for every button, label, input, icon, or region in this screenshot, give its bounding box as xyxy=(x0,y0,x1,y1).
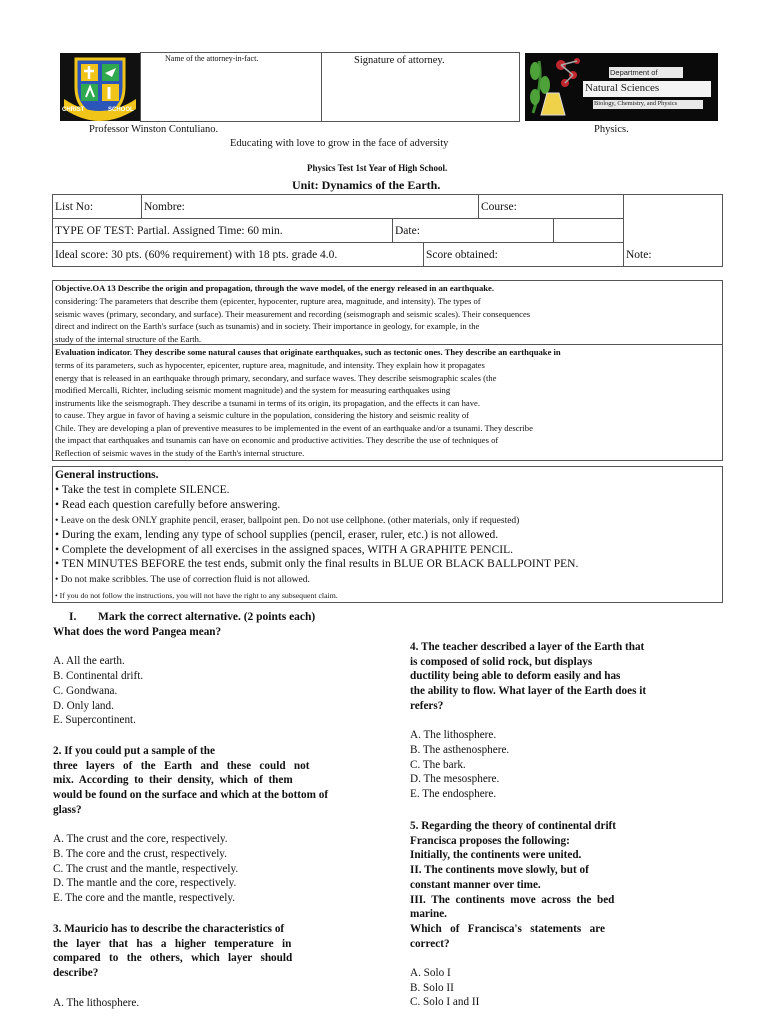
answer-option[interactable]: E. The core and the mantle, respectively. xyxy=(53,892,236,905)
answer-option[interactable]: B. The core and the crust, respectively. xyxy=(53,847,227,860)
question-text: marine. xyxy=(410,908,447,921)
question-text: the layer that has a higher temperature in xyxy=(53,937,292,950)
instruction-item: • Take the test in complete SILENCE. xyxy=(55,484,230,496)
question-text: correct? xyxy=(410,937,450,950)
answer-option[interactable]: D. The mesosphere. xyxy=(410,773,500,786)
answer-option[interactable]: E. Supercontinent. xyxy=(53,714,136,727)
instructions-title: General instructions. xyxy=(55,469,159,481)
instruction-item: • During the exam, lending any type of school supplies (pencil, eraser, ruler, etc.) is not allowed. xyxy=(55,529,499,541)
answer-option[interactable]: A. The lithosphere. xyxy=(410,729,497,742)
answer-option[interactable]: C. Gondwana. xyxy=(53,684,118,697)
list-no-cell[interactable]: List No: xyxy=(52,194,142,219)
question-text: would be found on the surface and which at the bottom of xyxy=(53,789,329,802)
signature-label: Signature of attorney. xyxy=(354,55,445,66)
answer-option[interactable]: B. Continental drift. xyxy=(53,670,144,683)
ideal-score-cell: Ideal score: 30 pts. (60% requirement) with 18 pts. grade 4.0. xyxy=(52,242,424,267)
objective-line: direct and indirect on the Earth's surface (such as tsunamis) and in society. Their importance in geology, for example, in the xyxy=(55,321,480,331)
note-cell[interactable]: Note: xyxy=(623,194,723,267)
logo-text-left: CHRIST xyxy=(62,107,85,113)
instruction-item: • If you do not follow the instructions, you will not have the right to any subsequent claim. xyxy=(55,591,338,600)
objective-line: seismic waves (primary, secondary, and surface). Their measurement and recording (seismograph and seismic scales). Their consequences xyxy=(55,309,531,319)
answer-option[interactable]: B. Solo II xyxy=(410,981,454,994)
answer-option[interactable]: A. All the earth. xyxy=(53,655,125,668)
question-text: 2. If you could put a sample of the xyxy=(53,745,215,757)
instruction-item: • Leave on the desk ONLY graphite pencil, eraser, ballpoint pen. Do not use cellphone. (other materials, only if requested) xyxy=(55,516,520,526)
answer-option[interactable]: A. The crust and the core, respectively. xyxy=(53,833,228,846)
professor-name: Professor Winston Contuliano. xyxy=(89,124,219,135)
instruction-item: • Read each question carefully before answering. xyxy=(55,499,281,511)
score-obtained-cell[interactable]: Score obtained: xyxy=(423,242,624,267)
evaluation-line: the impact that earthquakes and tsunamis can have on economic and productive activities. They describe the use of techniques of xyxy=(55,435,499,445)
section-number: I. xyxy=(69,611,77,623)
question-text: glass? xyxy=(53,803,82,816)
attorney-name-box xyxy=(140,52,322,122)
dept-line1: Department of xyxy=(610,68,658,77)
question-text: 4. The teacher described a layer of the Earth that xyxy=(410,641,645,653)
instruction-item: • Complete the development of all exercises in the assigned spaces, WITH A GRAPHITE PENCIL. xyxy=(55,544,513,556)
instruction-item: • TEN MINUTES BEFORE the test ends, submit only the final results in BLUE OR BLACK BALLPOINT PEN. xyxy=(55,558,579,570)
answer-option[interactable]: D. Only land. xyxy=(53,699,114,712)
evaluation-line: instruments like the seismograph. They describe a tsunami in terms of its origin, its propagation, and the effects it can have. xyxy=(55,398,480,408)
question-text: ductility being able to deform easily and has xyxy=(410,670,621,683)
question-5 xyxy=(410,819,616,1010)
test-title: Physics Test 1st Year of High School. xyxy=(307,163,448,173)
department-banner xyxy=(525,53,718,121)
evaluation-line: Chile. They are developing a plan of preventive measures to be implemented in the event of an earthquake and/or a tsunami. They describe xyxy=(55,423,533,433)
answer-option[interactable]: B. The asthenosphere. xyxy=(410,743,510,756)
question-text: constant manner over time. xyxy=(410,878,541,891)
attorney-name-label: Name of the attorney-in-fact. xyxy=(165,54,259,63)
question-text: describe? xyxy=(53,967,99,980)
objective-line: study of the internal structure of the Earth. xyxy=(55,334,202,344)
dept-line3: Biology, Chemistry, and Physics xyxy=(594,100,678,107)
logo-text-right: SCHOOL xyxy=(108,107,134,113)
subject-label: Physics. xyxy=(594,124,629,135)
signature-box xyxy=(321,52,520,122)
evaluation-line: modified Mercalli, Richter, including seismic moment magnitude) and the system for measuring earthquakes using xyxy=(55,385,451,395)
question-text: Initially, the continents were united. xyxy=(410,849,582,862)
question-text: 3. Mauricio has to describe the characteristics of xyxy=(53,923,285,935)
dept-line2: Natural Sciences xyxy=(585,82,660,94)
answer-option[interactable]: C. The bark. xyxy=(410,758,466,771)
question-4 xyxy=(410,640,646,802)
question-text: What does the word Pangea mean? xyxy=(53,626,222,638)
question-text: mix. According to their density, which of them xyxy=(53,774,293,787)
question-text: refers? xyxy=(410,699,444,712)
evaluation-line: energy that is released in an earthquake through primary, secondary, and surface waves. They describe seismographic scales (the xyxy=(55,373,497,383)
name-cell[interactable]: Nombre: xyxy=(141,194,479,219)
evaluation-line: terms of its parameters, such as hypocenter, epicenter, rupture area, magnitude, and intensity. They explain how it propagates xyxy=(55,360,485,370)
question-text: the ability to flow. What layer of the Earth does it xyxy=(410,685,647,698)
question-text: II. The continents move slowly, but of xyxy=(410,864,589,877)
instruction-item: • Do not make scribbles. The use of correction fluid is not allowed. xyxy=(55,575,310,585)
answer-option[interactable]: C. The crust and the mantle, respectively. xyxy=(53,862,239,875)
objective-line: Objective.OA 13 Describe the origin and propagation, through the wave model, of the energy released in an earthquake. xyxy=(55,283,494,293)
answer-option[interactable]: A. Solo I xyxy=(410,967,451,980)
question-3 xyxy=(53,922,292,1010)
test-type-cell: TYPE OF TEST: Partial. Assigned Time: 60 min. xyxy=(52,218,393,243)
evaluation-line: Evaluation indicator. They describe some natural causes that originate earthquakes, such as tectonic ones. They describe an earthquake in xyxy=(55,347,561,357)
answer-option[interactable]: E. The endosphere. xyxy=(410,788,497,801)
question-text: three layers of the Earth and these could not xyxy=(53,759,310,772)
question-text: Which of Francisca's statements are xyxy=(410,922,605,935)
section-title: Mark the correct alternative. (2 points each) xyxy=(98,611,316,623)
question-1 xyxy=(53,625,221,728)
question-text: compared to the others, which layer should xyxy=(53,952,293,965)
question-text: is composed of solid rock, but displays xyxy=(410,655,593,668)
date-cell[interactable]: Date: xyxy=(392,218,554,243)
question-2 xyxy=(53,744,328,906)
question-text: Francisca proposes the following: xyxy=(410,834,570,847)
question-text: 5. Regarding the theory of continental drift xyxy=(410,820,617,832)
evaluation-line: to cause. They argue in favor of having a seismic culture in the population, considering the history and seismic reality of xyxy=(55,410,469,420)
answer-option[interactable]: A. The lithosphere. xyxy=(53,996,140,1009)
question-text: III. The continents move across the bed xyxy=(410,893,615,906)
answer-option[interactable]: D. The mantle and the core, respectively. xyxy=(53,877,237,890)
evaluation-line: Reflection of seismic waves in the study of the Earth's internal structure. xyxy=(55,448,305,458)
objective-line: considering: The parameters that describe them (epicenter, hypocenter, rupture area, magnitude, and intensity). The types of xyxy=(55,296,481,306)
course-cell[interactable]: Course: xyxy=(478,194,624,219)
unit-title: Unit: Dynamics of the Earth. xyxy=(292,178,441,192)
school-motto: Educating with love to grow in the face of adversity xyxy=(230,138,449,149)
answer-option[interactable]: C. Solo I and II xyxy=(410,996,480,1009)
